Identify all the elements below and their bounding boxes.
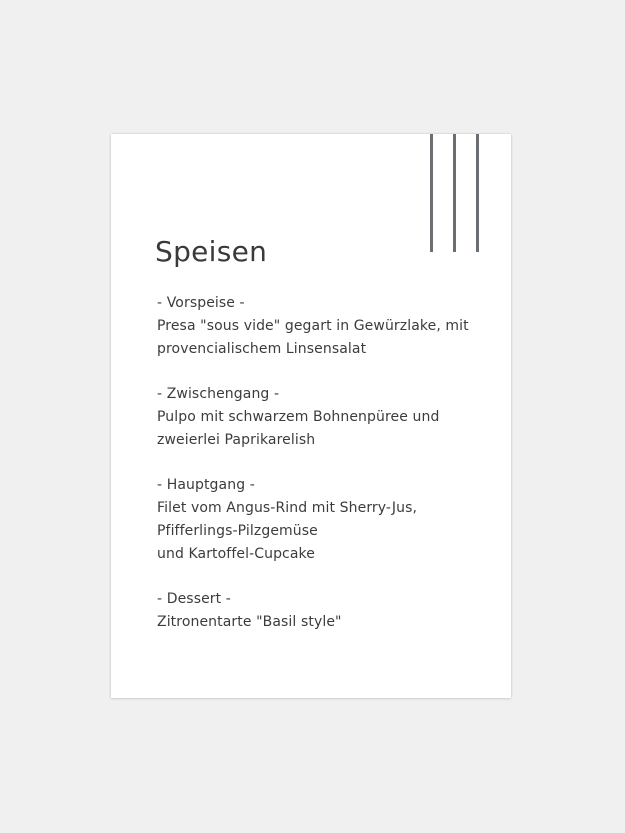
- decorative-stripe: [430, 134, 433, 252]
- course-heading: - Vorspeise -: [157, 295, 245, 311]
- course-heading: - Zwischengang -: [157, 386, 280, 402]
- course-description-line: Pulpo mit schwarzem Bohnenpüree und: [157, 409, 440, 425]
- course-description-line: provencialischem Linsensalat: [157, 341, 367, 357]
- course-dessert: [157, 588, 497, 634]
- course-intermediate: [157, 383, 497, 452]
- course-description-line: Pfifferlings-Pilzgemüse: [157, 523, 318, 539]
- menu-title: Speisen: [155, 235, 268, 268]
- course-description-line: Filet vom Angus-Rind mit Sherry-Jus,: [157, 500, 418, 516]
- menu-courses: [157, 292, 497, 656]
- course-description-line: Presa "sous vide" gegart in Gewürzlake, mit: [157, 318, 469, 334]
- course-description-line: Zitronentarte "Basil style": [157, 614, 342, 630]
- course-heading: - Hauptgang -: [157, 477, 255, 493]
- course-main: [157, 474, 497, 566]
- course-starter: [157, 292, 497, 361]
- menu-card: [111, 134, 511, 698]
- course-description-line: und Kartoffel-Cupcake: [157, 546, 315, 562]
- decorative-stripe: [476, 134, 479, 252]
- course-description-line: zweierlei Paprikarelish: [157, 432, 316, 448]
- decorative-stripe: [453, 134, 456, 252]
- course-heading: - Dessert -: [157, 591, 231, 607]
